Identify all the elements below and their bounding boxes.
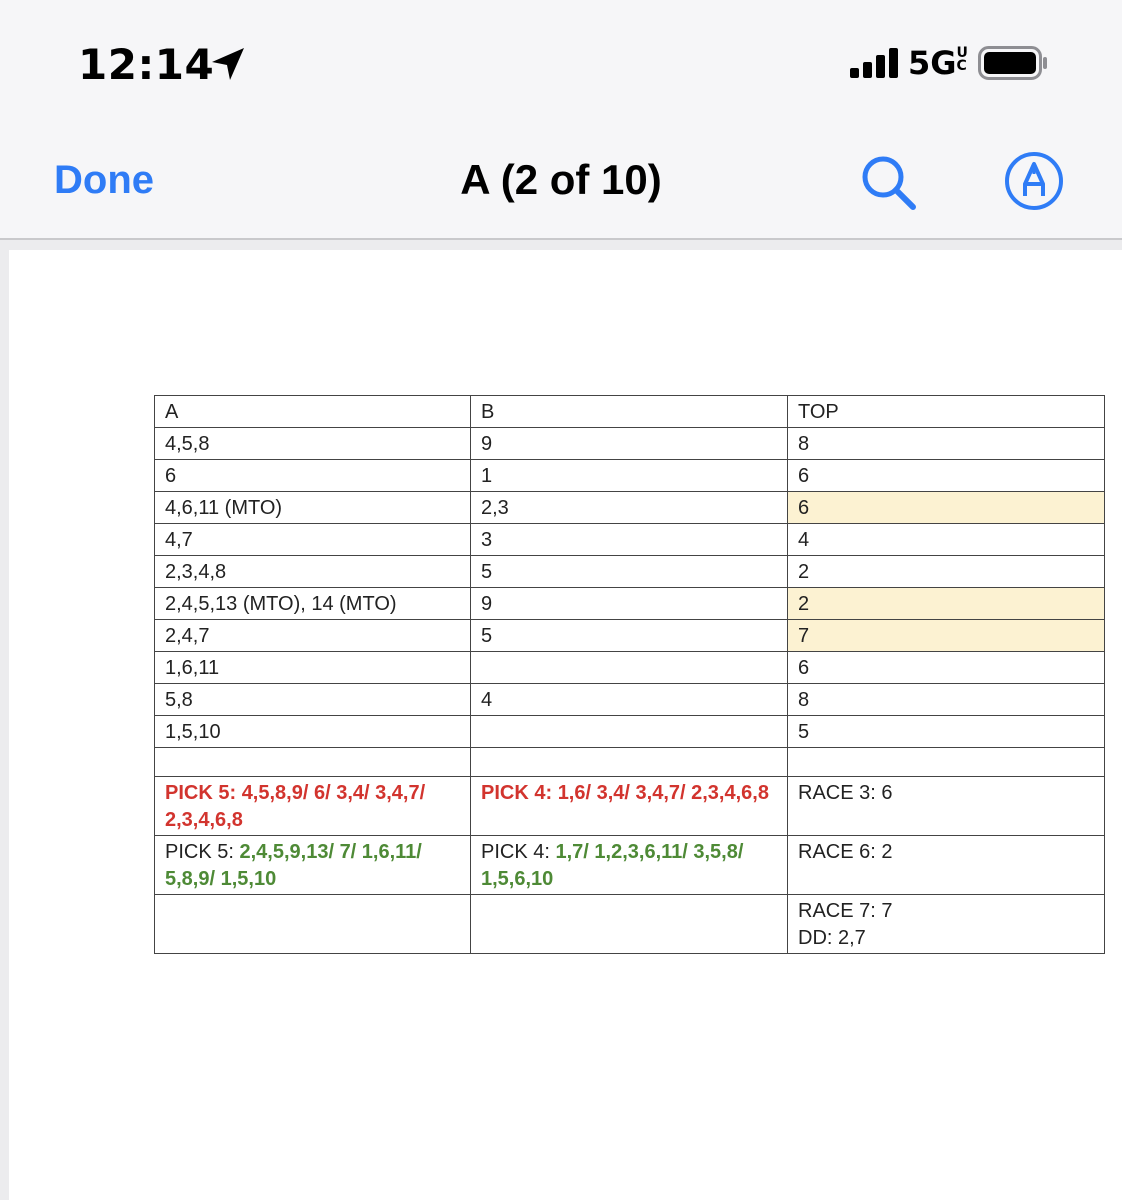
pick5-green-cell	[155, 836, 471, 895]
pick4-label: PICK 4:	[481, 841, 556, 863]
cell-top: 4	[788, 524, 1105, 556]
location-arrow-icon	[208, 44, 248, 84]
table-header-row	[155, 396, 1105, 428]
cell-b	[471, 652, 788, 684]
status-time: 12:14	[78, 40, 215, 89]
table-row	[155, 556, 1105, 588]
cell-a	[155, 748, 471, 777]
cell-a	[155, 895, 471, 954]
table-row	[155, 428, 1105, 460]
pick4-green-cell	[471, 836, 788, 895]
cell-top: 8	[788, 684, 1105, 716]
header-cell-a: A	[155, 396, 471, 428]
page-title: A (2 of 10)	[460, 156, 662, 203]
cell-b	[471, 748, 788, 777]
pick5-label: PICK 5:	[165, 841, 240, 863]
race-cell: RACE 6: 2	[788, 836, 1105, 895]
table-row	[155, 524, 1105, 556]
pick4-red-cell	[471, 777, 788, 836]
pick4-value: 1,7/ 1,2,3,6,11/ 3,5,8/ 1,5,6,10	[481, 841, 744, 890]
cell-b	[471, 895, 788, 954]
race-cell	[788, 895, 1105, 954]
cell-a: 4,7	[155, 524, 471, 556]
cell-b: 2,3	[471, 492, 788, 524]
table-row	[155, 620, 1105, 652]
cell-b: 1	[471, 460, 788, 492]
table-row-empty	[155, 748, 1105, 777]
cell-b	[471, 716, 788, 748]
done-button[interactable]: Done	[54, 158, 154, 202]
cell-a: 1,5,10	[155, 716, 471, 748]
cell-a: 1,6,11	[155, 652, 471, 684]
cell-a: 6	[155, 460, 471, 492]
cell-b: 3	[471, 524, 788, 556]
battery-icon	[978, 46, 1048, 80]
cell-top	[788, 748, 1105, 777]
cell-a: 2,4,5,13 (MTO), 14 (MTO)	[155, 588, 471, 620]
cell-a: 4,6,11 (MTO)	[155, 492, 471, 524]
pick-row-3	[155, 895, 1105, 954]
pick5-red-cell	[155, 777, 471, 836]
race-cell: RACE 3: 6	[788, 777, 1105, 836]
table-row	[155, 460, 1105, 492]
pick4-label: PICK 4:	[481, 782, 558, 804]
cell-b: 5	[471, 556, 788, 588]
pick-row-2	[155, 836, 1105, 895]
cell-a: 2,4,7	[155, 620, 471, 652]
cell-top-highlighted: 6	[788, 492, 1105, 524]
table-row	[155, 588, 1105, 620]
markup-pen-icon[interactable]	[1003, 150, 1065, 212]
header-cell-b: B	[471, 396, 788, 428]
navigation-header	[0, 0, 1122, 238]
table-row	[155, 716, 1105, 748]
cell-top: 6	[788, 460, 1105, 492]
cell-b: 9	[471, 588, 788, 620]
cell-top: 2	[788, 556, 1105, 588]
dd-line: DD: 2,7	[798, 927, 866, 949]
pick5-value: 2,4,5,9,13/ 7/ 1,6,11/ 5,8,9/ 1,5,10	[165, 841, 422, 890]
race-line: RACE 7: 7	[798, 900, 893, 922]
table-row	[155, 684, 1105, 716]
table-row	[155, 492, 1105, 524]
pick4-value: 1,6/ 3,4/ 3,4,7/ 2,3,4,6,8	[557, 782, 769, 804]
picks-table	[154, 395, 1105, 954]
cell-a: 2,3,4,8	[155, 556, 471, 588]
cell-b: 5	[471, 620, 788, 652]
cell-b: 9	[471, 428, 788, 460]
search-icon[interactable]	[858, 152, 918, 212]
pick5-value: 4,5,8,9/ 6/ 3,4/ 3,4,7/ 2,3,4,6,8	[165, 782, 426, 831]
cell-top: 5	[788, 716, 1105, 748]
pick5-label: PICK 5:	[165, 782, 242, 804]
header-cell-top: TOP	[788, 396, 1105, 428]
cell-b: 4	[471, 684, 788, 716]
cell-a: 4,5,8	[155, 428, 471, 460]
cell-top: 8	[788, 428, 1105, 460]
network-type: 5GUC	[908, 44, 971, 82]
pick-row-1	[155, 777, 1105, 836]
table-row	[155, 652, 1105, 684]
network-suffix: UC	[956, 45, 968, 74]
cell-top-highlighted: 7	[788, 620, 1105, 652]
signal-bars-icon	[850, 48, 904, 78]
cell-top-highlighted: 2	[788, 588, 1105, 620]
cell-a: 5,8	[155, 684, 471, 716]
cell-top: 6	[788, 652, 1105, 684]
